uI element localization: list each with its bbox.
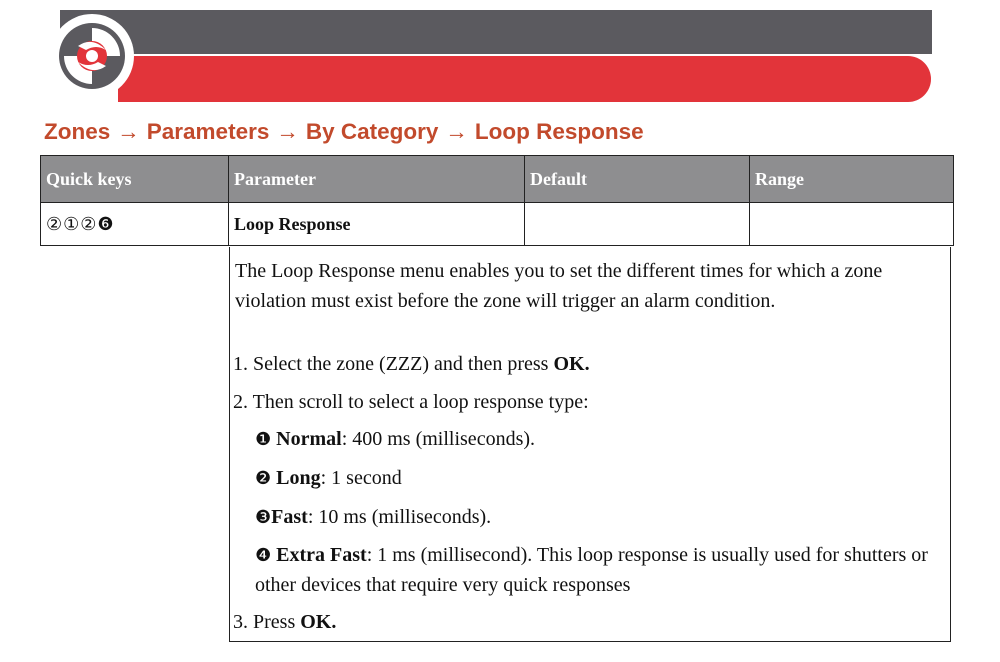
step-2: 2. Then scroll to select a loop response type: bbox=[233, 391, 589, 413]
range-cell bbox=[750, 203, 954, 246]
header-range: Range bbox=[750, 156, 954, 203]
breadcrumb bbox=[44, 115, 644, 149]
description-box bbox=[229, 247, 951, 642]
option-fast bbox=[255, 503, 935, 533]
table-row bbox=[41, 203, 954, 246]
option-text: : 10 ms (milliseconds). bbox=[307, 506, 492, 528]
step-3-text: 3. Press bbox=[233, 611, 301, 633]
parameter-table bbox=[40, 155, 954, 246]
header-banner bbox=[0, 0, 1000, 115]
arrow-right-icon: → bbox=[445, 119, 468, 144]
step-1 bbox=[233, 350, 590, 380]
banner-red-bar bbox=[118, 56, 931, 102]
breadcrumb-item-zones[interactable]: Zones bbox=[44, 119, 111, 144]
arrow-right-icon: → bbox=[276, 119, 299, 144]
number-3-icon: ❸ bbox=[255, 507, 272, 528]
banner-gray-bar bbox=[60, 10, 932, 54]
step-3 bbox=[233, 608, 336, 638]
breadcrumb-item-parameters[interactable]: Parameters bbox=[146, 119, 270, 144]
option-text: : 400 ms (milliseconds). bbox=[341, 428, 536, 450]
breadcrumb-item-by-category[interactable]: By Category bbox=[305, 119, 439, 144]
header-default: Default bbox=[525, 156, 750, 203]
breadcrumb-item-loop-response: Loop Response bbox=[474, 119, 644, 144]
header-quick-keys: Quick keys bbox=[41, 156, 229, 203]
arrow-right-icon: → bbox=[117, 119, 140, 144]
option-name: Normal bbox=[276, 428, 342, 450]
option-name: Long bbox=[276, 467, 321, 489]
number-1-icon: ❶ bbox=[255, 429, 272, 450]
step-1-text: 1. Select the zone (ZZZ) and then press bbox=[233, 353, 554, 375]
option-name: Extra Fast bbox=[276, 544, 367, 566]
description-intro: The Loop Response menu enables you to set the different times for which a zone violation must exist before the zone will trigger an alarm condition. bbox=[235, 260, 883, 312]
table-header-row bbox=[41, 156, 954, 203]
company-logo-icon bbox=[56, 20, 128, 92]
option-normal bbox=[255, 425, 935, 455]
header-parameter: Parameter bbox=[229, 156, 525, 203]
default-cell bbox=[525, 203, 750, 246]
option-name: Fast bbox=[271, 506, 308, 528]
option-text: : 1 ms (millisecond). This loop response is usually used for shutters or other devices that require very quick responses bbox=[255, 544, 928, 596]
quick-keys-cell: ②①②❻ bbox=[41, 203, 229, 246]
step-1-ok: OK. bbox=[553, 353, 590, 375]
option-extra-fast bbox=[255, 541, 935, 600]
step-3-ok: OK. bbox=[300, 611, 337, 633]
number-4-icon: ❹ bbox=[255, 545, 272, 566]
number-2-icon: ❷ bbox=[255, 468, 272, 489]
option-long bbox=[255, 464, 935, 494]
option-text: : 1 second bbox=[320, 467, 402, 489]
parameter-name-cell: Loop Response bbox=[229, 203, 525, 246]
